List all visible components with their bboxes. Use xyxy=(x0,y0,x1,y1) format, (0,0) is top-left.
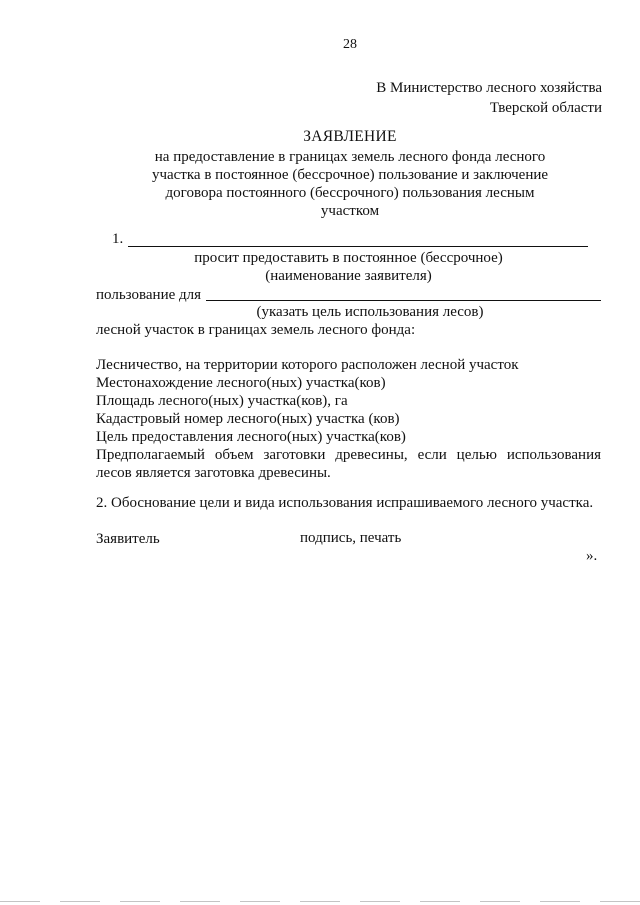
field-purpose: Цель предоставления лесного(ных) участка(ков) xyxy=(96,429,406,445)
title-subline-3: договора постоянного (бессрочного) пользования лесным xyxy=(165,185,535,201)
request-text: просит предоставить в постоянное (бессрочное) xyxy=(194,250,503,266)
document-title: ЗАЯВЛЕНИЕ xyxy=(303,128,397,145)
signature-label: подпись, печать xyxy=(300,530,402,546)
field-forestry: Лесничество, на территории которого расположен лесной участок xyxy=(96,357,519,373)
applicant-label: Заявитель xyxy=(96,531,160,547)
addressee-line-1: В Министерство лесного хозяйства xyxy=(376,80,602,96)
section-2-text: 2. Обоснование цели и вида использования испрашиваемого лесного участка. xyxy=(96,495,594,511)
applicant-name-caption: (наименование заявителя) xyxy=(265,268,432,284)
field-location: Местонахождение лесного(ных) участка(ков) xyxy=(96,375,386,391)
title-subline-1: на предоставление в границах земель лесного фонда лесного xyxy=(154,149,546,165)
section-1-number: 1. xyxy=(112,231,124,247)
applicant-name-line xyxy=(128,246,588,247)
addressee-line-2: Тверской области xyxy=(489,100,602,116)
title-subline-2: участка в постоянное (бессрочное) пользование и заключение xyxy=(151,167,549,183)
closing-quote: ». xyxy=(586,548,598,564)
harvest-volume-text: Предполагаемый объем заготовки древесины, если целью использования лесов является заготовка древесины. xyxy=(96,447,601,481)
page-number: 28 xyxy=(343,37,357,52)
plot-text: лесной участок в границах земель лесного фонда: xyxy=(96,322,416,338)
field-area: Площадь лесного(ных) участка(ков), га xyxy=(96,393,348,409)
use-for-label: пользование для xyxy=(96,287,202,303)
purpose-line xyxy=(206,300,601,301)
title-subline-4: участком xyxy=(320,203,380,219)
field-cadastral-number: Кадастровый номер лесного(ных) участка (ков) xyxy=(96,411,400,427)
purpose-caption: (указать цель использования лесов) xyxy=(256,304,484,320)
scan-artifact-line xyxy=(0,901,640,902)
